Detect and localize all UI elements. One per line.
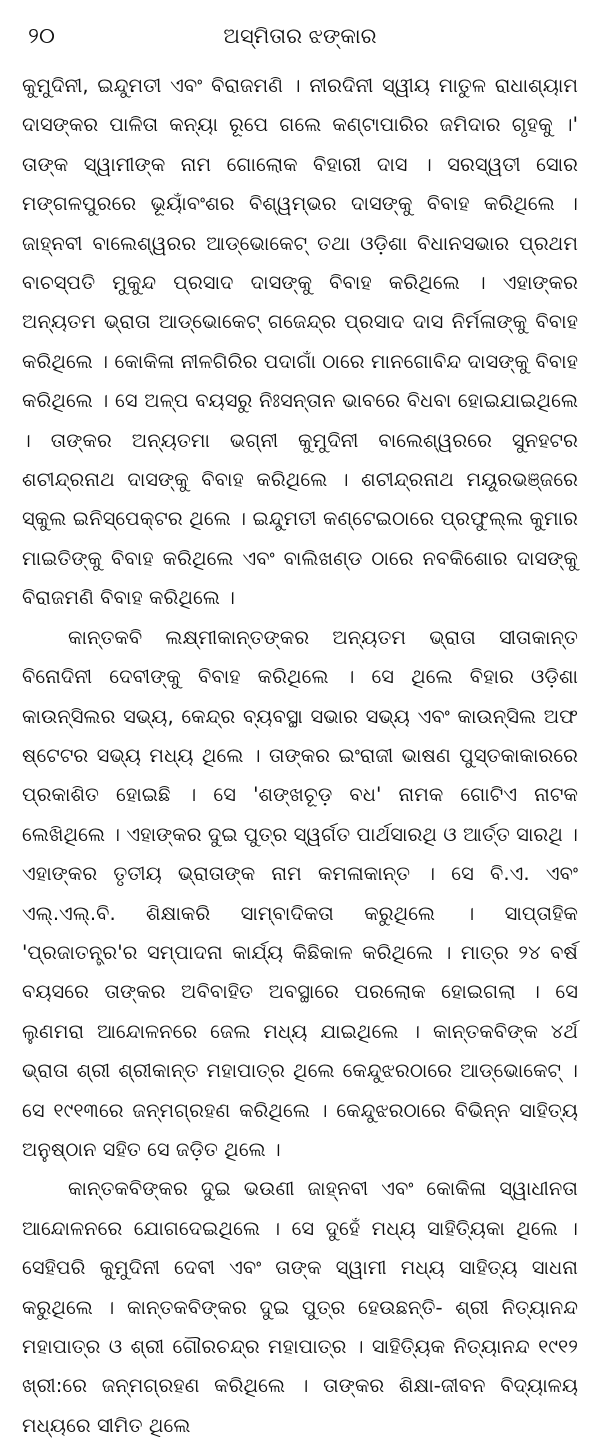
paragraph-1: କୁମୁଦିନୀ, ଇନ୍ଦୁମତୀ ଏବଂ ବିରାଜମଣି । ନୀରଦିନୀ ସ୍ୱୀୟ ମାତୁଳ ରାଧାଶ୍ୟାମ ଦାସଙ୍କର ପାଳିତା କନ୍ୟା ରୂପେ ଗଲେ କଣ୍ଟାପାରିର ଜମିଦାର ଗୃହକୁ ।' ତାଙ୍କ ସ୍ୱାମୀଙ୍କ ନାମ ଗୋଲୋକ ବିହାରୀ ଦାସ । ସରସ୍ୱତୀ ସୋର ମଙ୍ଗଳପୁରରେ ଭୂୟାଁବଂଶର ବିଶ୍ୱମ୍ଭର ଦାସଙ୍କୁ ବିବାହ କରିଥିଲେ । ଜାହ୍ନବୀ ବାଲେଶ୍ୱରର ଆଡ୍‌ଭୋକେଟ୍ ତଥା ଓଡ଼ିଶା ବିଧାନସଭାର ପ୍ରଥମ ବାଚସ୍ପତି ମୁକୁନ୍ଦ ପ୍ରସାଦ ଦାସଙ୍କୁ ବିବାହ କରିଥିଲେ । ଏହାଙ୍କର ଅନ୍ୟତମ ଭ୍ରାତା ଆଡ୍‌ଭୋକେଟ୍ ଗଜେନ୍ଦ୍ର ପ୍ରସାଦ ଦାସ ନିର୍ମଳାଙ୍କୁ ବିବାହ କରିଥିଲେ । କୋକିଳା ନୀଳଗିରିର ପଦାଗାଁ ଠାରେ ମାନଗୋବିନ୍ଦ ଦାସଙ୍କୁ ବିବାହ କରିଥିଲେ । ସେ ଅଳ୍ପ ବୟସରୁ ନିଃସନ୍ତାନ ଭାବରେ ବିଧବା ହୋଇଯାଇଥିଲେ । ତାଙ୍କର ଅନ୍ୟତମା ଭଗ୍ନୀ କୁମୁଦିନୀ ବାଲେଶ୍ୱରରେ ସୁନହଟର ଶଚୀନ୍ଦ୍ରନାଥ ଦାସଙ୍କୁ ବିବାହ କରିଥିଲେ । ଶଚୀନ୍ଦ୍ରନାଥ ମୟୂରଭଞ୍ଜରେ ସ୍କୁଲ ଇନିସ୍‌ପେକ୍ଟର ଥିଲେ । ଇନ୍ଦୁମତୀ କଣ୍ଟେଇଠାରେ ପ୍ରଫୁଲ୍ଲ କୁମାର ମାଇତିଙ୍କୁ ବିବାହ କରିଥିଲେ ଏବଂ ବାଲିଖଣ୍ଡ ଠାରେ ନବକିଶୋର ଦାସଙ୍କୁ ବିରାଜମଣି ବିବାହ କରିଥିଲେ । [22, 74, 578, 610]
paragraph-3: କାନ୍ତକବିଙ୍କର ଦୁଇ ଭଉଣୀ ଜାହ୍ନବୀ ଏବଂ କୋକିଳା ସ୍ୱାଧୀନତା ଆନ୍ଦୋଳନରେ ଯୋଗଦେଇଥିଲେ । ସେ ଦୁହେଁ ମଧ୍ୟ ସାହିତ୍ୟିକା ଥିଲେ । ସେହିପରି କୁମୁଦିନୀ ଦେବୀ ଏବଂ ତାଙ୍କ ସ୍ୱାମୀ ମଧ୍ୟ ସାହିତ୍ୟ ସାଧନା କରୁଥିଲେ । କାନ୍ତକବିଙ୍କର ଦୁଇ ପୁତ୍ର ହେଉଛନ୍ତି- ଶ୍ରୀ ନିତ୍ୟାନନ୍ଦ ମହାପାତ୍ର ଓ ଶ୍ରୀ ଗୌରଚନ୍ଦ୍ର ମହାପାତ୍ର । ସାହିତ୍ୟିକ ନିତ୍ୟାନନ୍ଦ ୧୯୧୨ ଖ୍ରୀ:ରେ ଜନ୍ମଗ୍ରହଣ କରିଥିଲେ । ତାଙ୍କର ଶିକ୍ଷା-ଜୀବନ ବିଦ୍ୟାଳୟ ମଧ୍ୟରେ ସୀମିତ ଥିଲେ [22, 1177, 578, 1437]
running-title: ଅସ୍ମିତାର ଝଙ୍କାର [223, 24, 377, 48]
page-header [22, 18, 578, 56]
body-text [22, 66, 578, 1445]
paragraph-2: କାନ୍ତକବି ଲକ୍ଷ୍ମୀକାନ୍ତଙ୍କର ଅନ୍ୟତମ ଭ୍ରାତା ସୀତାକାନ୍ତ ବିନୋଦିନୀ ଦେବୀଙ୍କୁ ବିବାହ କରିଥିଲେ । ସେ ଥିଲେ ବିହାର ଓଡ଼ିଶା କାଉନ୍‌ସିଲର ସଭ୍ୟ, କେନ୍ଦ୍ର ବ୍ୟବସ୍ଥା ସଭାର ସଭ୍ୟ ଏବଂ କାଉନ୍‌ସିଲ ଅଫ ଷ୍ଟେଟର ସଭ୍ୟ ମଧ୍ୟ ଥିଲେ । ତାଙ୍କର ଇଂରାଜୀ ଭାଷଣ ପୁସ୍ତକାକାରରେ ପ୍ରକାଶିତ ହୋଇଛି । ସେ 'ଶଙ୍ଖଚୂଡ଼ ବଧ' ନାମକ ଗୋଟିଏ ନାଟକ ଲେଖିଥିଲେ । ଏହାଙ୍କର ଦୁଇ ପୁତ୍ର ସ୍ୱର୍ଗତ ପାର୍ଥସାରଥି ଓ ଆର୍ତ୍ତ ସାରଥି । ଏହାଙ୍କର ତୃତୀୟ ଭ୍ରାତାଙ୍କ ନାମ କମଳାକାନ୍ତ । ସେ ବି.ଏ. ଏବଂ ଏଲ୍.ଏଲ୍.ବି. ଶିକ୍ଷାକରି ସାମ୍ବାଦିକତା କରୁଥିଲେ । ସାପ୍ତାହିକ 'ପ୍ରଜାତନ୍ତ୍ର'ର ସମ୍ପାଦନା କାର୍ଯ୍ୟ କିଛିକାଳ କରିଥିଲେ । ମାତ୍ର ୨୪ ବର୍ଷ ବୟସରେ ତାଙ୍କର ଅବିବାହିତ ଅବସ୍ଥାରେ ପରଲୋକ ହୋଇଗଲା । ସେ ଲୁଣମରା ଆନ୍ଦୋଳନରେ ଜେଲ ମଧ୍ୟ ଯାଇଥିଲେ । କାନ୍ତକବିଙ୍କ ୪ର୍ଥ ଭ୍ରାତା ଶ୍ରୀ ଶ୍ରୀକାନ୍ତ ମହାପାତ୍ର ଥିଲେ କେନ୍ଦୁଝରଠାରେ ଆଡ୍‌ଭୋକେଟ୍ । ସେ ୧୯୧୩ରେ ଜନ୍ମଗ୍ରହଣ କରିଥିଲେ । କେନ୍ଦୁଝରଠାରେ ବିଭିନ୍ନ ସାହିତ୍ୟ ଅନୁଷ୍ଠାନ ସହିତ ସେ ଜଡ଼ିତ ଥିଲେ । [22, 625, 578, 1161]
page-number: ୨୦ [28, 24, 55, 49]
